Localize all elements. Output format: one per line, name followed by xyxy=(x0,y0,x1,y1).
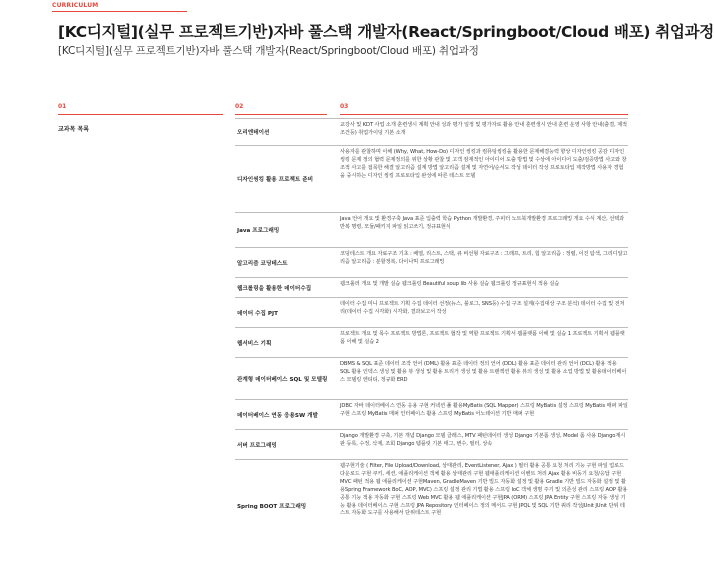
table-row xyxy=(235,278,628,298)
row-description: Java 언어 개요 및 환경구축 Java 표준 입출력 학습 Python 개발환경, 주피터 노트북개발환경 프로그래밍 개요 수식 계산, 선택과 반복 명령, 모듈/패키지 파일 읽고쓰기, 정규표현식 xyxy=(340,216,625,230)
row-title: 오리엔테이션 xyxy=(237,130,270,136)
row-description: 프로젝트 개요 및 목수 프로젝트 방법론, 프로젝트 협작 및 역할 프로젝트 기획서 웹플랫폼 이해 및 실습 1 프로젝트 기획서 웹플랫폼 이해 및 실습 2 xyxy=(340,331,625,345)
row-title: Spring BOOT 프로그래밍 xyxy=(237,504,307,510)
page-title: [KC디지털](실무 프로젝트기반)자바 풀스택 개발자(React/Springboot/Cloud 배포) 취업과정 xyxy=(58,23,714,41)
row-title: 웹크롤링을 활용한 데이터수집 xyxy=(237,285,312,292)
row-description: 교강사 및 KDT 사업 소개 훈련생시 계획 안내 성과 평가 일정 및 평가자로 활용 안내 훈련생시 안내 훈련 운영 사항 안내(출결, 제적조건등) 취업가이딩 기본 소개 xyxy=(340,122,627,136)
row-description: 사용자를 관찰하며 이해 (Why, What, How-Do) 디자인 씽킹과 컴퓨팅씽킹을 활용한 문제해결능력 향상 디자인씽킹 공감 디자인씽킹 문제 정의 협력 문제정의를 위한 상황 관찰 및 고객 잠재적인 아이디어 도출 방법 및 수상에 아이디어 도출/검증방법 사고와 창조적 사고를 접목한 해결 알고리즘 설계 방법 알고리즘 설계 및 자연어/순서도 작성 데이터 작성 프로토타입 제작방법 사용자 경험을 중시하는 디자인 씽킹 프로토타입 완성에 따른 테스트 모델 xyxy=(340,149,627,179)
table-row xyxy=(235,213,628,248)
curriculum-table xyxy=(235,118,628,552)
column-header-3: 03 xyxy=(340,100,628,115)
row-description: Django 개발환경 구축, 기본 개념 Django 모델 클래스, MTV 패턴데이터 생성 Django 기본폼 생성, Model 폼 사용 Django계시판 등록, 수정, 삭제, 조회 Django 템플릿 기본 태그, 변수, 필터, 상속 xyxy=(340,433,626,447)
table-row xyxy=(235,298,628,328)
table-row xyxy=(235,400,628,430)
row-title: 알고리즘 코딩테스트 xyxy=(237,260,288,267)
table-row xyxy=(235,118,628,146)
row-title: 관계형 데이터베이스 SQL 및 모델링 xyxy=(237,376,328,383)
row-title: 데이터 수집 PJT xyxy=(237,310,278,317)
row-title: 서버 프로그래밍 xyxy=(237,442,277,449)
row-description: 코딩테스트 개요 자료구조 기초 : 배열, 리스트, 스택, 큐 비선형 자료구조 : 그래프, 트리, 힙 알고리즘 : 정렬, 이진 탐색, 그리디알고리즘 알고리즘 : 분할정복, 다이나믹 프로그래밍 xyxy=(340,251,628,265)
row-title: 웹서비스 기획 xyxy=(237,340,272,347)
row-description: JDBC 자바 데이터베이스 연동 응용 구현 커넥션 풀 활용MyBatis (SQL Mapper) 스프링 MyBatis 설정 스프링 MyBatis 매퍼 파일 구현 스프링 MyBatis 매퍼 인터페이스 활용 스프링 MyBatis 어노테이션 기반 매퍼 구현 xyxy=(340,403,628,417)
row-description: 웹구현기술 ( Filter, File Upload/Download, 상태관리, EventListener, Ajax ) 필터 활용 공통 요청 처리 기능 구현 파일 업로드 다운로드 구현 쿠키, 세션, 애플리케이션 객체 활용 상태관리 구현 웹애플리케이션 이벤트 처리 Ajax 활용 비동기 요청/응답 구현 MVC 패턴 적용 웹 애플리케이션 구현Maven, GradleMaven 기반 빌드 자동화 설정 및 활용 Gradle 기반 빌드 자동화 설정 및 활용Spring Framework BoC, AOP, MVC) 스프링 설정 관리 기법 활용 스프링 IoC 객체 생명 주기 및 의존성 관리 스프링 AOP 활용 공통 기능 적용 자동화 구현 스프링 Web MVC 활용 웹 애플리케이션 구현JPA (ORM) 스프링 JPA Entity 구현 스프링 자동 생성 기능 활용 데이터베이스 구현 스프링 JPA Repository 인터페이스 정의 메서드 구현 JPQL 및 SQL 기반 쿼리 작성JUnit JUnit 단위 테스트 자동화 도구를 사용해서 단위테스트 구현 xyxy=(340,463,628,517)
table-row xyxy=(235,460,628,552)
table-row xyxy=(235,430,628,460)
row-description: 데이터 수집 미니 프로젝트 기획 수집 데이터 선정(뉴스, 블로그, SNS등) 수집 구조 설계(수집대상 구조 분석) 데이터 수집 및 전처리(데이터 수집 시각화) 시각화, 결과보고서 작성 xyxy=(340,301,625,315)
page-subtitle: [KC디지털](실무 프로젝트기반)자바 풀스택 개발자(React/Springboot/Cloud 배포) 취업과정 xyxy=(58,45,479,57)
row-description: DBMS & SQL 표준 데이터 조작 언어 (DML) 활용 표준 데이터 정의 언어 (DDL) 활용 표준 데이터 관리 언어 (DCL) 활용 적용 SQL 활용 인덱스 생성 및 활용 뷰 생성 및 활용 트리거 생성 및 활용 트랜잭션 활용 뷰의 생성 및 활용 소업 방법 및 활용데이터베이스 모델링 엔티티, 정규화 ERD xyxy=(340,361,627,383)
table-row xyxy=(235,146,628,213)
row-description: 웹크롤러 개요 및 개발 실습 웹크롤링 Beautiful soup lib 사용 실습 웹크롤링 정규표현식 적용 실습 xyxy=(340,281,560,287)
section-tag: CURRICULUM xyxy=(52,0,187,12)
table-row xyxy=(235,358,628,400)
column-header-1: 01 xyxy=(58,100,223,115)
table-row xyxy=(235,328,628,358)
row-title: 디자인씽킹 활용 프로젝트 준비 xyxy=(237,177,314,183)
row-title: Java 프로그래밍 xyxy=(237,228,280,234)
row-title: 데이터베이스 연동 응용SW 개발 xyxy=(237,412,318,419)
column-header-2: 02 xyxy=(235,100,327,115)
table-row xyxy=(235,248,628,278)
category-label: 교과목 목록 xyxy=(58,126,90,133)
